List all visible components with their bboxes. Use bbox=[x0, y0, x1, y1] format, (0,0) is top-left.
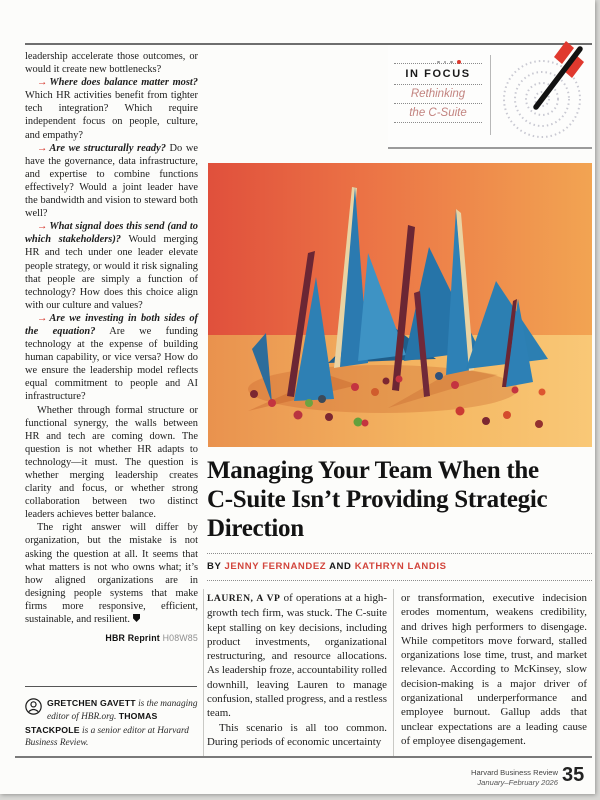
byline-prefix: BY bbox=[207, 561, 225, 572]
feature-photo-geometric-shapes bbox=[208, 163, 592, 447]
body-text: or transformation, executive indecision erodes momentum, weakens credibility, and drives high performers to disengage. While competitors move forward, stalled organizations lose time, trust, and market relevance. According to McKinsey, slow decision-making is a major driver of organizational underperformance and employee burnout. Gallup adds that unclear expectations are a leading cause of employee disengagement. bbox=[401, 592, 587, 747]
body-text: of operations at a high-growth tech firm, was stuck. The C-suite kept stalling on key decisions, including product investments, organizational restructuring, and resource allocations. As leadership froze, accountability rolled downhill, leaving Lauren to manage confusion, stalled progress, and a restless team. bbox=[207, 592, 387, 720]
reprint-line bbox=[25, 632, 198, 645]
dartboard-target-icon bbox=[496, 23, 592, 147]
bio-name: THOMAS STACKPOLE bbox=[25, 711, 158, 735]
closing-paragraph bbox=[25, 404, 198, 522]
bottom-rule bbox=[15, 756, 592, 758]
body-paragraph bbox=[401, 591, 587, 748]
body-paragraph bbox=[207, 591, 387, 721]
bio-text: is a senior editor at Harvard Business Review. bbox=[25, 725, 189, 748]
question-paragraph bbox=[25, 142, 198, 221]
title-line: Direction bbox=[207, 515, 304, 542]
bio-name: GRETCHEN GAVETT bbox=[47, 698, 136, 708]
arrow-bullet-icon: → bbox=[37, 77, 48, 89]
byline-conjunction: AND bbox=[326, 561, 355, 572]
left-column bbox=[25, 50, 198, 645]
author-name: JENNY FERNANDEZ bbox=[224, 561, 327, 572]
body-column-2 bbox=[401, 591, 587, 748]
issue-date: January–February 2026 bbox=[477, 777, 558, 787]
question-paragraph bbox=[25, 312, 198, 404]
question-body: Which HR activities benefit from tighter tech integration? Which require independent focus on people, culture, and empathy? bbox=[25, 90, 198, 141]
dotted-separator bbox=[394, 84, 482, 85]
title-line: Managing Your Team When the bbox=[207, 457, 539, 484]
title-line: C-Suite Isn’t Providing Strategic bbox=[207, 486, 548, 513]
article-title bbox=[207, 456, 597, 543]
closing-text: Whether through formal structure or functional synergy, the walls between HR and tech are coming down. The question is not whether HR adapts to technology—it must. The question is whether merging leadership creates clarity and focus, or whether strong collaboration between two distinct leaders achieves better balance. bbox=[25, 404, 198, 521]
reprint-label: HBR Reprint bbox=[105, 633, 160, 644]
body-text: This scenario is all too common. During periods of economic uncertainty bbox=[207, 721, 387, 748]
column-rule bbox=[393, 589, 394, 757]
dotted-separator bbox=[394, 122, 482, 123]
series-title-line1: Rethinking bbox=[410, 88, 466, 100]
question-lead: What signal does this send (and to which stakeholders)? bbox=[25, 221, 198, 246]
author-name: KATHRYN LANDIS bbox=[354, 561, 447, 572]
author-bio bbox=[25, 697, 201, 749]
bio-divider bbox=[25, 686, 197, 687]
dots-ornament bbox=[394, 53, 482, 61]
in-focus-label-block bbox=[394, 53, 482, 125]
reprint-code: H08W85 bbox=[162, 633, 198, 644]
arrow-bullet-icon: → bbox=[37, 312, 48, 324]
in-focus-label: IN FOCUS bbox=[405, 68, 471, 80]
dotted-separator bbox=[394, 63, 482, 64]
column-rule bbox=[203, 589, 204, 757]
question-body: Are we funding technology at the expense of building human capability, or vice versa? How do we ensure the leadership model reflects equal commitment to people and AI infrastructure? bbox=[25, 325, 198, 403]
question-body: Would merging HR and tech under one leader elevate people strategy, or would it risk signaling that people are simply a function of technology? How does this choice align with our culture and values? bbox=[25, 234, 198, 311]
continuation-paragraph bbox=[25, 50, 198, 76]
person-circle-icon bbox=[25, 698, 42, 715]
question-paragraph bbox=[25, 76, 198, 141]
closing-text: The right answer will differ by organization, but the mistake is not asking the question at all. It seems that what matters is not who owns what; it’s how aligned organizations are in designing people systems that make firms more responsive, efficient, sustainable, and resilient. bbox=[25, 522, 198, 626]
arrow-bullet-icon: → bbox=[37, 221, 48, 233]
page-number: 35 bbox=[562, 764, 585, 786]
arrow-bullet-icon: → bbox=[37, 142, 48, 154]
dotted-separator bbox=[207, 580, 592, 581]
publication-name: Harvard Business Review bbox=[471, 768, 558, 777]
question-lead: Are we structurally ready? bbox=[49, 142, 166, 154]
continuation-text: leadership accelerate those outcomes, or would it create new bottlenecks? bbox=[25, 51, 198, 76]
bio-text: is the managing editor of HBR.org. bbox=[47, 699, 198, 723]
body-paragraph bbox=[207, 721, 387, 750]
question-lead: Where does balance matter most? bbox=[49, 77, 198, 89]
hbr-endmark-icon bbox=[133, 614, 140, 622]
dotted-separator bbox=[394, 103, 482, 104]
body-column-1 bbox=[207, 591, 387, 749]
question-paragraph bbox=[25, 220, 198, 312]
lede-smallcaps: LAUREN, A VP bbox=[207, 593, 281, 604]
question-body: Do we have the governance, data infrastructure, and expertise to combine functions effectively? Would a joint leader have the bandwidth and vision to steward both well? bbox=[25, 142, 198, 220]
question-lead: Are we investing in both sides of the equation? bbox=[25, 312, 198, 337]
badge-vertical-divider bbox=[490, 55, 491, 135]
footer-publication bbox=[350, 768, 558, 787]
closing-paragraph bbox=[25, 521, 198, 626]
dotted-separator bbox=[207, 553, 592, 554]
in-focus-badge bbox=[388, 45, 592, 149]
series-title-line2: the C-Suite bbox=[409, 107, 467, 119]
byline bbox=[207, 561, 592, 572]
